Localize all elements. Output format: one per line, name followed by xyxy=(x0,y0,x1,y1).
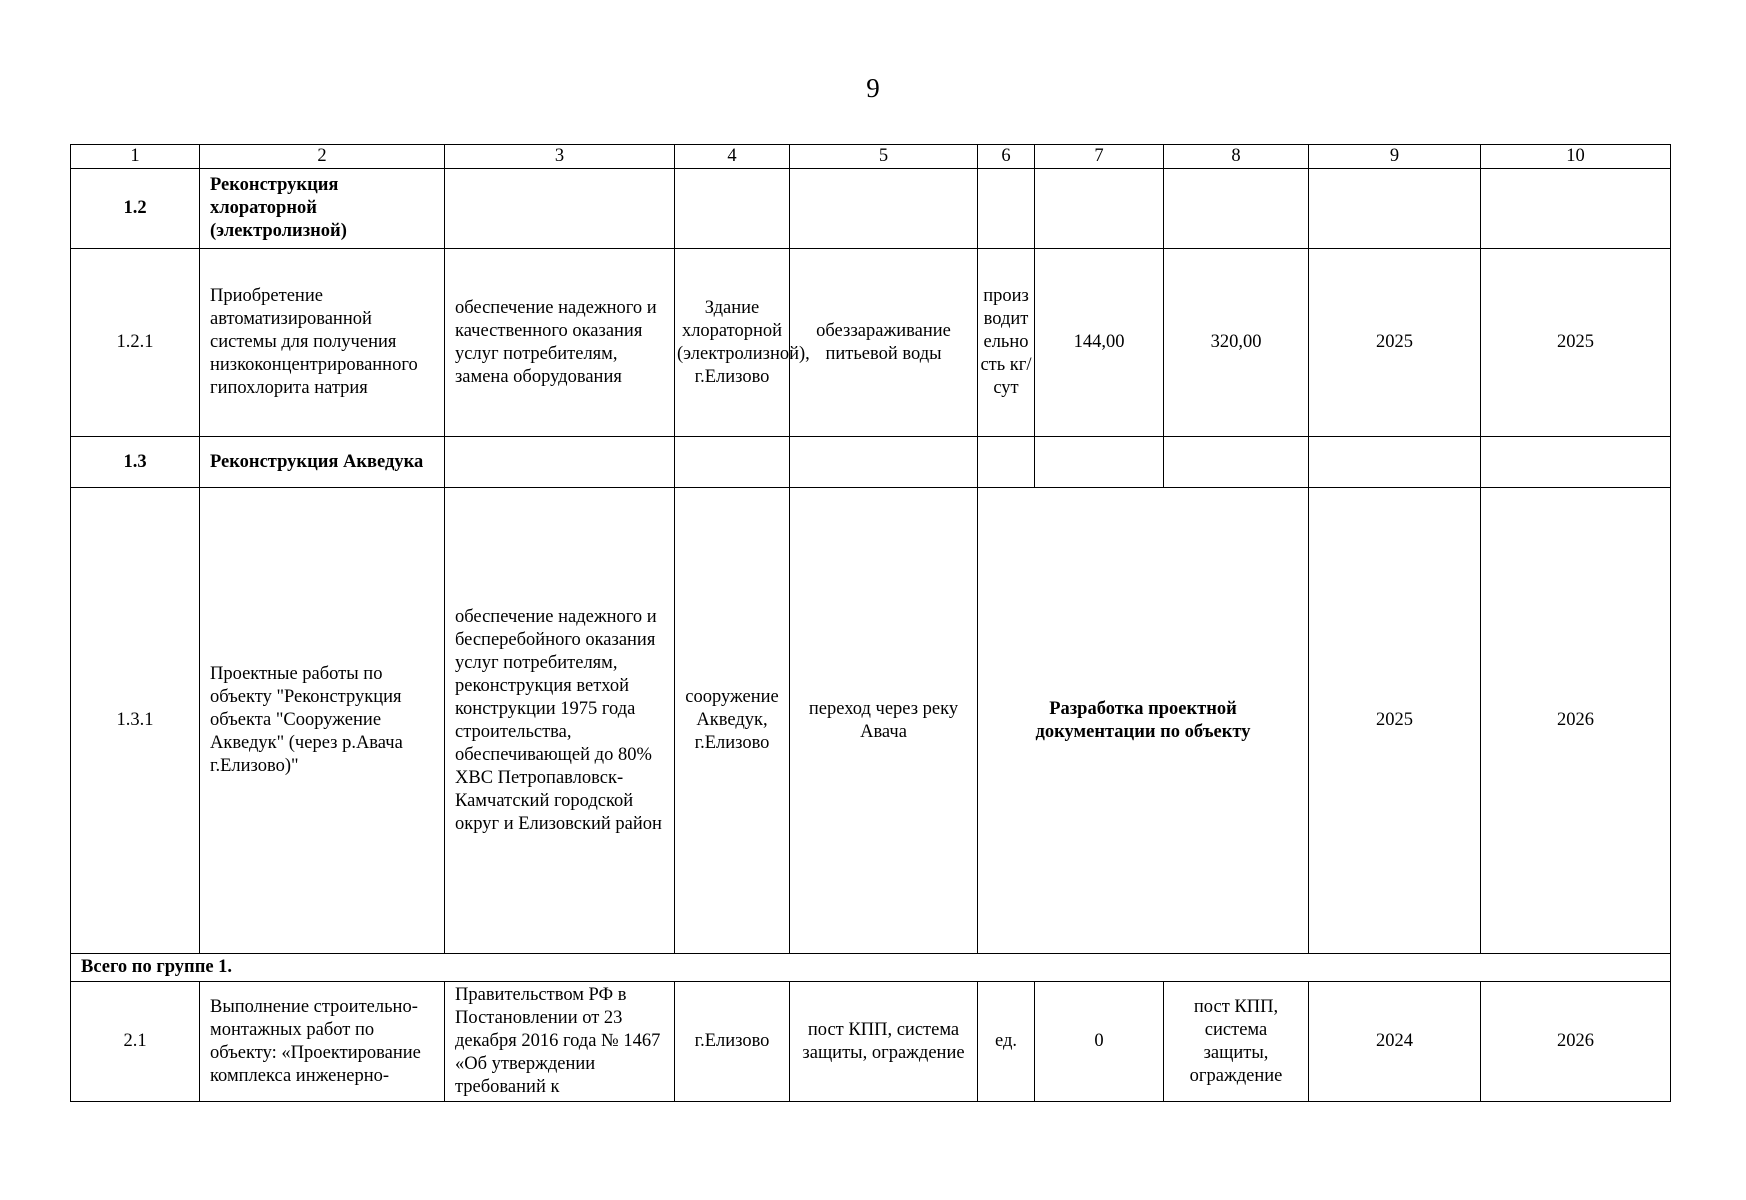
object-function: переход через реку Авача xyxy=(790,488,978,954)
end-year: 2026 xyxy=(1481,982,1671,1102)
col-header-2: 2 xyxy=(200,145,445,169)
measure-purpose: обеспечение надежного и качественного оказания услуг потребителям, замена оборудования xyxy=(445,249,675,437)
merged-note: Разработка проектной документации по объекту xyxy=(978,488,1309,954)
start-year: 2025 xyxy=(1309,488,1481,954)
col-header-3: 3 xyxy=(445,145,675,169)
page-number: 9 xyxy=(866,73,880,103)
group-total-row xyxy=(71,954,1671,982)
section-title: Реконструкция Акведука xyxy=(200,437,445,488)
col-header-6: 6 xyxy=(978,145,1035,169)
table-row xyxy=(71,249,1671,437)
table-row xyxy=(71,437,1671,488)
unit-of-measure: ед. xyxy=(978,982,1035,1102)
measure-name: Выполнение строительно-монтажных работ по объекту: «Проектирование комплекса инженерно- xyxy=(200,982,445,1102)
characteristic-cell: 320,00 xyxy=(1164,249,1309,437)
characteristic-cell: пост КПП, система защиты, ограждение xyxy=(1164,982,1309,1102)
measure-name: Проектные работы по объекту "Реконструкция объекта "Сооружение Акведук" (через р.Авача г.Елизово)" xyxy=(200,488,445,954)
table-row xyxy=(71,488,1671,954)
group-total-label: Всего по группе 1. xyxy=(71,954,1671,982)
col-header-5: 5 xyxy=(790,145,978,169)
column-number-row xyxy=(71,145,1671,169)
value-cell: 0 xyxy=(1035,982,1164,1102)
row-number: 1.3.1 xyxy=(71,488,200,954)
object-function: обеззараживание питьевой воды xyxy=(790,249,978,437)
object-function: пост КПП, система защиты, ограждение xyxy=(790,982,978,1102)
col-header-1: 1 xyxy=(71,145,200,169)
row-number: 1.3 xyxy=(71,437,200,488)
value-cell: 144,00 xyxy=(1035,249,1164,437)
end-year: 2025 xyxy=(1481,249,1671,437)
unit-of-measure: производительность кг/сут xyxy=(978,249,1035,437)
measure-purpose: обеспечение надежного и бесперебойного оказания услуг потребителям, реконструкция ветхой конструкции 1975 года строительства, обеспечивающей до 80% ХВС Петропавловск-Камчатский городской округ и Елизовский район xyxy=(445,488,675,954)
measure-name: Приобретение автоматизированной системы для получения низкоконцентрированного гипохлорита натрия xyxy=(200,249,445,437)
object-location: сооружение Акведук, г.Елизово xyxy=(675,488,790,954)
col-header-8: 8 xyxy=(1164,145,1309,169)
start-year: 2024 xyxy=(1309,982,1481,1102)
object-location: г.Елизово xyxy=(675,982,790,1102)
col-header-7: 7 xyxy=(1035,145,1164,169)
table-row xyxy=(71,982,1671,1102)
col-header-4: 4 xyxy=(675,145,790,169)
start-year: 2025 xyxy=(1309,249,1481,437)
col-header-10: 10 xyxy=(1481,145,1671,169)
object-location: Здание хлораторной (электролизной), г.Елизово xyxy=(675,249,790,437)
row-number: 1.2 xyxy=(71,169,200,249)
end-year: 2026 xyxy=(1481,488,1671,954)
row-number: 2.1 xyxy=(71,982,200,1102)
row-number: 1.2.1 xyxy=(71,249,200,437)
section-title: Реконструкция хлораторной (электролизной) xyxy=(200,169,445,249)
investment-program-table xyxy=(70,144,1671,1102)
col-header-9: 9 xyxy=(1309,145,1481,169)
table-row xyxy=(71,169,1671,249)
measure-purpose: Правительством РФ в Постановлении от 23 декабря 2016 года № 1467 «Об утверждении требований к xyxy=(445,982,675,1102)
